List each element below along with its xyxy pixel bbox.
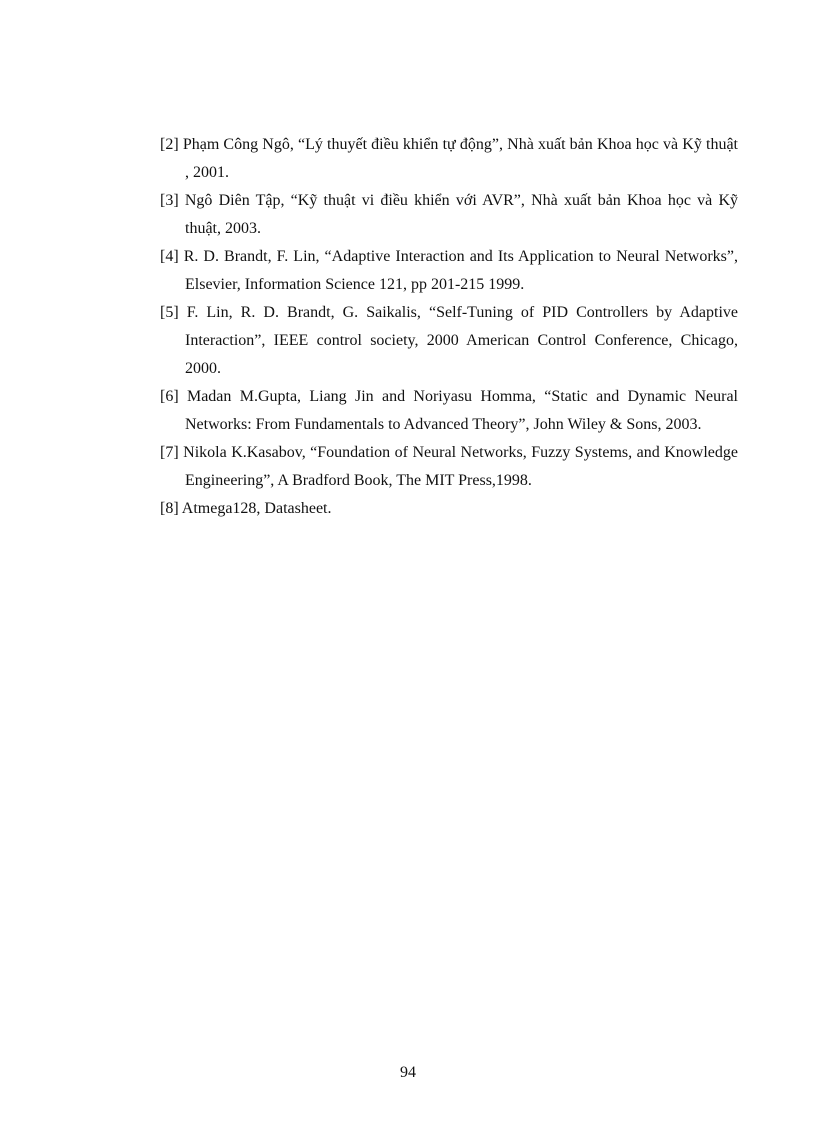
reference-item-6: [6] Madan M.Gupta, Liang Jin and Noriyasu Homma, “Static and Dynamic Neural Networks: From Fundamentals to Advanced Theory”, John Wiley & Sons, 2003. (160, 388, 738, 433)
reference-item-5: [5] F. Lin, R. D. Brandt, G. Saikalis, “Self-Tuning of PID Controllers by Adaptive Interaction”, IEEE control society, 2000 American Control Conference, Chicago, 2000. (160, 304, 738, 377)
reference-item-3: [3] Ngô Diên Tập, “Kỹ thuật vi điều khiển với AVR”, Nhà xuất bản Khoa học và Kỹ thuật, 2003. (160, 192, 738, 237)
reference-item-4: [4] R. D. Brandt, F. Lin, “Adaptive Interaction and Its Application to Neural Networks”, Elsevier, Information Science 121, pp 201-215 1999. (160, 248, 738, 293)
page-number: 94 (400, 1064, 416, 1081)
reference-list (160, 131, 738, 523)
reference-item-8: [8] Atmega128, Datasheet. (160, 500, 332, 517)
reference-item-7: [7] Nikola K.Kasabov, “Foundation of Neural Networks, Fuzzy Systems, and Knowledge Engineering”, A Bradford Book, The MIT Press,1998. (160, 444, 738, 489)
reference-item-2: [2] Phạm Công Ngô, “Lý thuyết điều khiển tự động”, Nhà xuất bản Khoa học và Kỹ thuật , 2001. (160, 136, 738, 181)
